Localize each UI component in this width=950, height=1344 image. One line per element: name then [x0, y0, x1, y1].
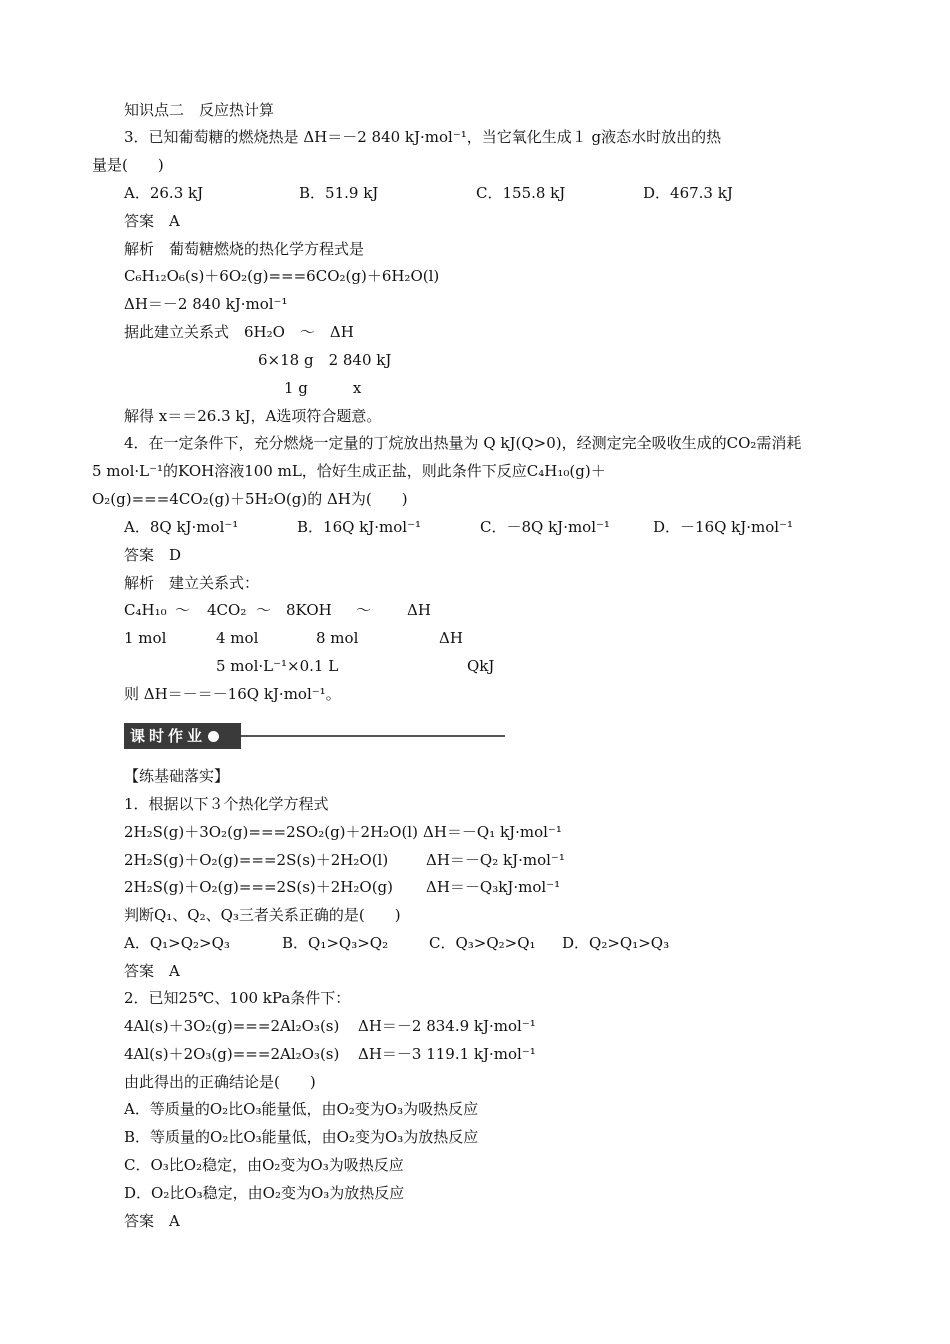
p1-answer: 答案 A — [124, 962, 180, 980]
p1-option-b: B．Q₁>Q₃>Q₂ — [282, 934, 389, 952]
q4-rel-co2: 4CO₂ — [207, 601, 247, 619]
q4-option-b: B．16Q kJ·mol⁻¹ — [297, 518, 422, 536]
p1-option-a: A．Q₁>Q₂>Q₃ — [124, 934, 230, 952]
q4-option-a: A．8Q kJ·mol⁻¹ — [124, 518, 239, 536]
q4-stem-line2: 5 mol·L⁻¹的KOH溶液100 mL，恰好生成正盐，则此条件下反应C₄H₁₀(g)＋ — [92, 462, 606, 480]
q3-option-b: B．51.9 kJ — [299, 184, 379, 202]
q4-rel-dh2: ΔH — [439, 629, 463, 647]
p2-eq1: 4Al(s)＋3O₂(g)===2Al₂O₃(s) — [124, 1017, 340, 1035]
q3-option-d: D．467.3 kJ — [643, 184, 733, 202]
p1-judge: 判断Q₁、Q₂、Q₃三者关系正确的是( ) — [124, 906, 401, 924]
q4-rel-4mol: 4 mol — [216, 629, 259, 647]
p1-option-d: D．Q₂>Q₁>Q₃ — [562, 934, 670, 952]
q4-rel-tilde1: ～ — [175, 601, 191, 619]
p1-eq3: 2H₂S(g)＋O₂(g)===2S(s)＋2H₂O(g) — [124, 878, 394, 896]
p1-eq1-dh: ΔH＝－Q₁ kJ·mol⁻¹ — [423, 823, 562, 841]
p2-option-c: C．O₃比O₂稳定，由O₂变为O₃为吸热反应 — [124, 1156, 404, 1174]
banner-rule — [241, 735, 505, 737]
q4-option-d: D．－16Q kJ·mol⁻¹ — [653, 518, 794, 536]
q4-analysis: 解析 建立关系式： — [124, 574, 260, 592]
q4-stem-line1: 4．在一定条件下，充分燃烧一定量的丁烷放出热量为 Q kJ(Q>0)，经测定完全吸收生成的CO₂需消耗 — [124, 434, 802, 452]
q4-rel-dh: ΔH — [407, 601, 431, 619]
p2-answer: 答案 A — [124, 1212, 180, 1230]
p1-option-c: C．Q₃>Q₂>Q₁ — [429, 934, 536, 952]
q4-answer: 答案 D — [124, 546, 182, 564]
q4-rel-tilde2: ～ — [256, 601, 272, 619]
practice-section-title: 【练基础落实】 — [124, 767, 230, 785]
p2-eq2: 4Al(s)＋2O₃(g)===2Al₂O₃(s) — [124, 1045, 340, 1063]
q4-conclusion: 则 ΔH＝－＝－16Q kJ·mol⁻¹。 — [124, 685, 341, 703]
q4-stem-line3: O₂(g)===4CO₂(g)＋5H₂O(g)的 ΔH为( ) — [92, 490, 408, 508]
p2-conclude: 由此得出的正确结论是( ) — [124, 1073, 316, 1091]
p2-eq1-dh: ΔH＝－2 834.9 kJ·mol⁻¹ — [358, 1017, 536, 1035]
q3-stem-line1: 3．已知葡萄糖的燃烧热是 ΔH＝－2 840 kJ·mol⁻¹，当它氧化生成１ g液态水时放出的热 — [124, 128, 722, 146]
p2-eq2-dh: ΔH＝－3 119.1 kJ·mol⁻¹ — [358, 1045, 536, 1063]
q3-answer: 答案 A — [124, 212, 180, 230]
q3-relation: 据此建立关系式 6H₂O ～ ΔH — [124, 323, 354, 341]
q4-rel-1mol: 1 mol — [124, 629, 167, 647]
p1-eq2: 2H₂S(g)＋O₂(g)===2S(s)＋2H₂O(l) — [124, 851, 389, 869]
q4-option-c: C．－8Q kJ·mol⁻¹ — [480, 518, 610, 536]
banner-title: 课时作业 — [130, 727, 207, 745]
p1-eq3-dh: ΔH＝－Q₃kJ·mol⁻¹ — [426, 878, 561, 896]
p2-stem: 2．已知25℃、100 kPa条件下： — [124, 989, 351, 1007]
p1-eq1: 2H₂S(g)＋3O₂(g)===2SO₂(g)＋2H₂O(l) — [124, 823, 418, 841]
q3-relation-row2: 6×18 g 2 840 kJ — [258, 351, 392, 369]
q3-equation: C₆H₁₂O₆(s)＋6O₂(g)===6CO₂(g)＋6H₂O(l) — [124, 267, 440, 285]
q4-rel-q: QkJ — [467, 657, 495, 675]
section-heading: 知识点二 反应热计算 — [124, 101, 275, 119]
q3-stem-line2: 量是( ) — [92, 156, 164, 174]
q3-option-a: A．26.3 kJ — [124, 184, 204, 202]
q3-solution: 解得 x＝＝26.3 kJ，A选项符合题意。 — [124, 407, 382, 425]
p2-option-b: B．等质量的O₂比O₃能量低，由O₂变为O₃为放热反应 — [124, 1128, 479, 1146]
p2-option-a: A．等质量的O₂比O₃能量低，由O₂变为O₃为吸热反应 — [124, 1100, 479, 1118]
q3-option-c: C．155.8 kJ — [476, 184, 566, 202]
q3-relation-row3: 1 g x — [284, 379, 362, 397]
q4-rel-volume: 5 mol·L⁻¹×0.1 L — [216, 657, 339, 675]
q4-rel-c4h10: C₄H₁₀ — [124, 601, 167, 619]
q3-analysis: 解析 葡萄糖燃烧的热化学方程式是 — [124, 240, 365, 258]
banner-dot-icon — [208, 731, 219, 742]
homework-banner — [124, 723, 241, 749]
p1-stem: 1．根据以下３个热化学方程式 — [124, 795, 329, 813]
q4-rel-8mol: 8 mol — [316, 629, 359, 647]
q4-rel-koh: 8KOH — [286, 601, 332, 619]
q3-enthalpy: ΔH＝－2 840 kJ·mol⁻¹ — [124, 295, 288, 313]
p1-eq2-dh: ΔH＝－Q₂ kJ·mol⁻¹ — [426, 851, 565, 869]
p2-option-d: D．O₂比O₃稳定，由O₂变为O₃为放热反应 — [124, 1184, 405, 1202]
q4-rel-tilde3: ～ — [356, 601, 372, 619]
